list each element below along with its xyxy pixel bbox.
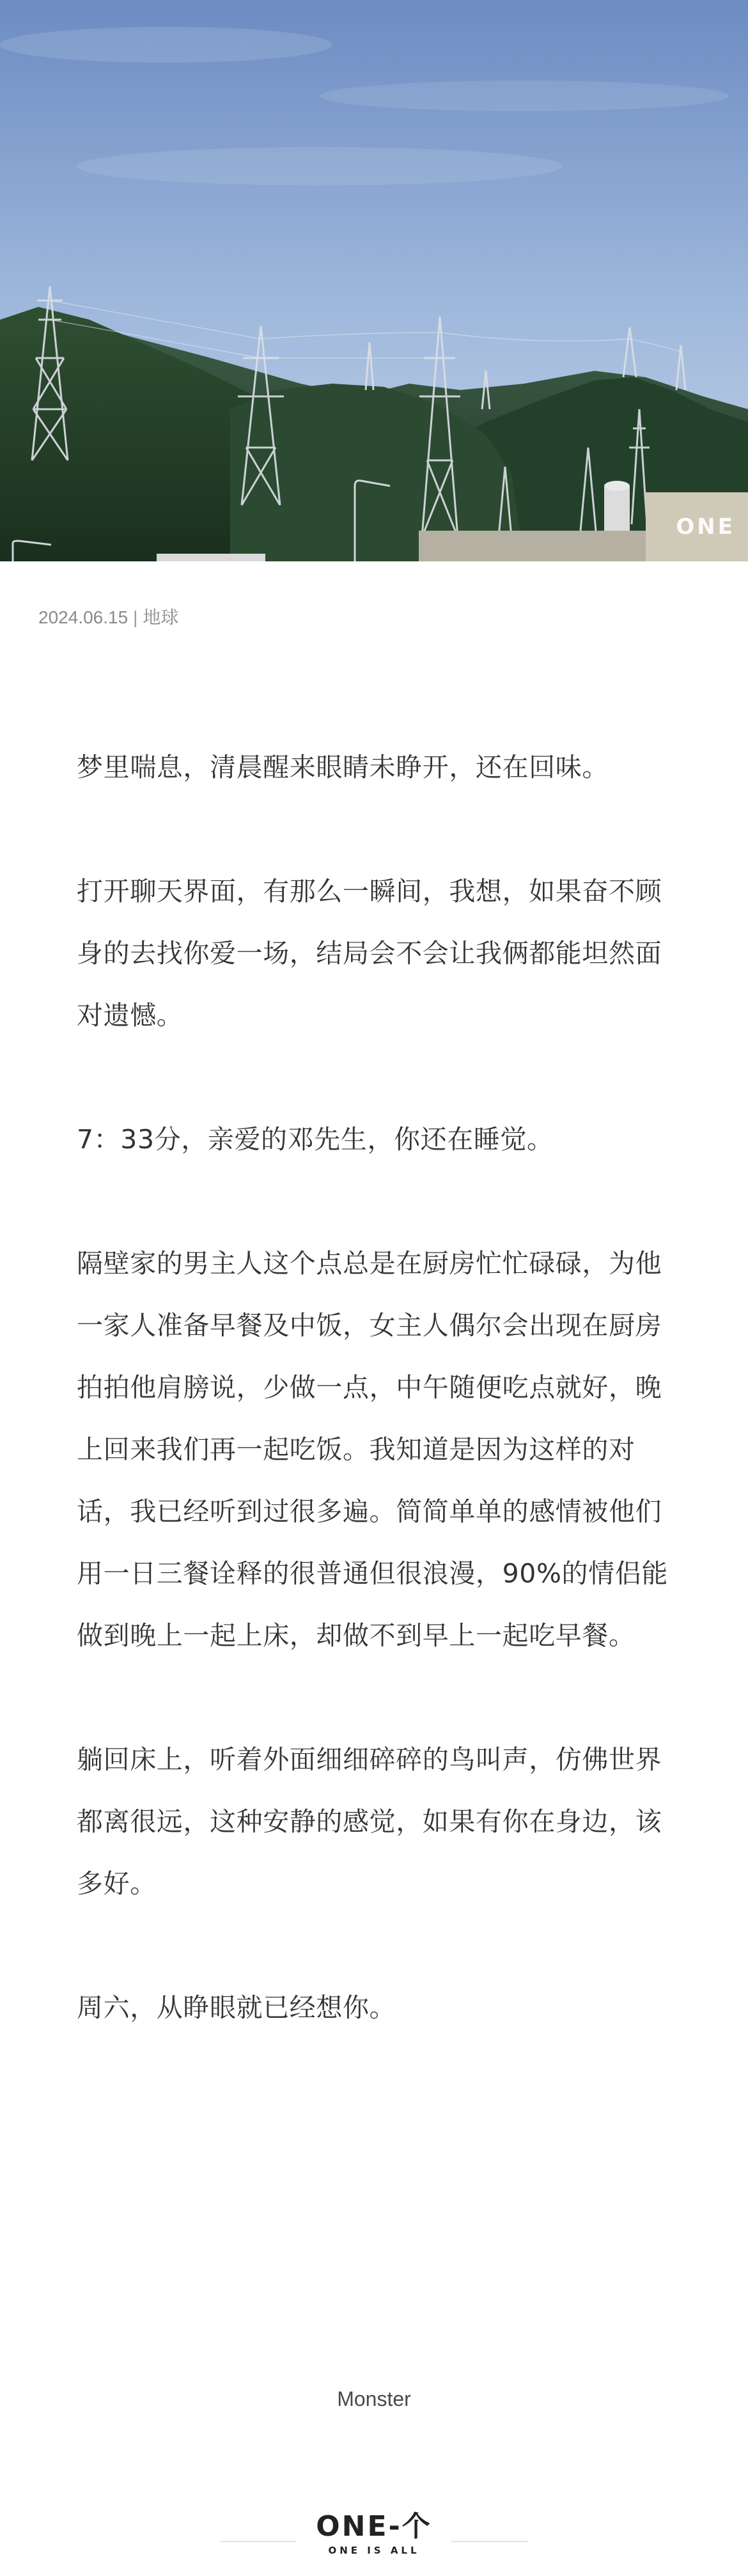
author-name: Monster	[337, 2387, 411, 2410]
article-paragraph: 打开聊天界面，有那么一瞬间，我想，如果奋不顾身的去找你爱一场，结局会不会让我俩都能坦然面对遗憾。	[77, 876, 662, 1031]
hero-watermark: ONE	[676, 514, 735, 540]
category-label[interactable]: 地球	[143, 607, 179, 627]
article-paragraph: 隔壁家的男主人这个点总是在厨房忙忙碌碌，为他一家人准备早餐及中饭，女主人偶尔会出现在厨房拍拍他肩膀说，少做一点，中午随便吃点就好，晚上回来我们再一起吃饭。我知道是因为这样的对话，我已经听到过很多遍。简简单单的感情被他们用一日三餐诠释的很普通但很浪漫，90%的情侣能做到晚上一起上床，却做不到早上一起吃早餐。	[77, 1248, 668, 1651]
brand-tagline: ONE IS ALL	[328, 2545, 420, 2556]
meta-separator: |	[133, 607, 138, 627]
article-paragraph: 躺回床上，听着外面细细碎碎的鸟叫声，仿佛世界都离很远，这种安静的感觉，如果有你在身边，该多好。	[77, 1744, 662, 1899]
brand-logo	[0, 2510, 748, 2556]
brand-name: ONE-个	[316, 2510, 432, 2543]
article-meta	[38, 604, 178, 629]
article-paragraph: 7：33分，亲爱的邓先生，你还在睡觉。	[77, 1124, 554, 1155]
landscape-photo	[0, 0, 748, 561]
publish-date: 2024.06.15	[38, 607, 129, 627]
article-paragraph: 周六，从睁眼就已经想你。	[77, 1992, 396, 2023]
hero-image	[0, 0, 748, 561]
article-paragraph: 梦里喘息，清晨醒来眼睛未睁开，还在回味。	[77, 752, 609, 783]
footer	[0, 2494, 748, 2557]
